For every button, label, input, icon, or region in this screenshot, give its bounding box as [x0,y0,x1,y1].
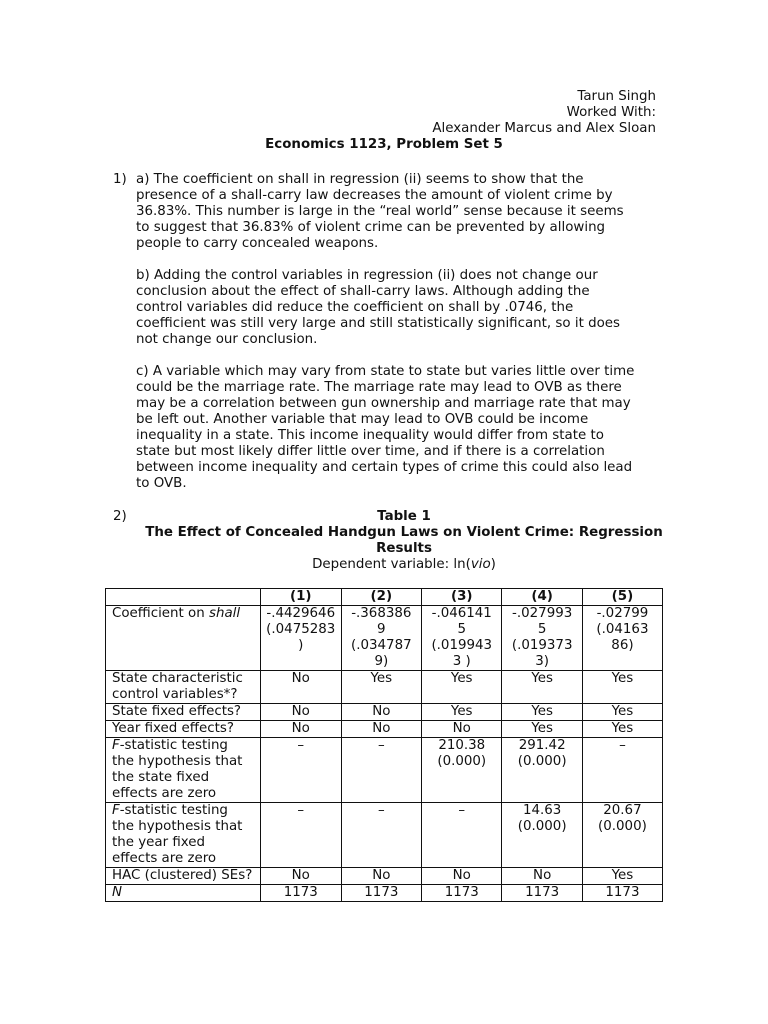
cell-line: Yes [531,671,553,686]
author-block [156,89,656,137]
cell-line: No [291,721,310,736]
regression-results-table [105,588,663,902]
table-cell [341,803,421,868]
column-header: (4) [502,589,582,606]
cell-line: Yes [370,671,393,686]
table-row [106,738,663,803]
table-cell [502,868,582,885]
cell-line: 291.42 [518,738,566,753]
answer-part-b [136,268,666,348]
table-cell [260,671,341,704]
cell-line: Yes [531,704,553,719]
column-header: (2) [341,589,421,606]
cell-line: – [377,738,385,753]
table-header-row [106,589,663,606]
answer-part-a [136,172,666,252]
table-cell [582,738,662,803]
answer-line: to OVB. [136,476,187,491]
table-cell [341,738,421,803]
table-cell [502,671,582,704]
answer-line: be left out. Another variable that may lead to OVB could be income [136,412,589,427]
cell-line: (0.000) [517,819,567,834]
table-cell [422,671,502,704]
document-title: Economics 1123, Problem Set 5 [265,137,503,152]
cell-line: 1173 [444,885,479,900]
answer-part-c [136,364,666,492]
cell-line: Yes [450,671,473,686]
table-label: Table 1 [377,509,431,524]
cell-line: – [297,738,305,753]
cell-line: No [452,721,471,736]
cell-line: No [372,721,391,736]
cell-line: – [619,738,626,753]
table-title-line-2: Results [376,541,432,556]
row-label [106,704,261,721]
row-label-line: the year fixed [112,835,206,850]
table-row [106,606,663,671]
cell-line: Yes [611,671,634,686]
row-label [106,738,261,803]
cell-line: No [452,868,471,883]
cell-line: ) [298,638,304,653]
row-label-line: Year fixed effects? [112,721,234,736]
cell-line: -.368386 [351,606,412,621]
table-row [106,671,663,704]
answer-line: people to carry concealed weapons. [136,236,379,251]
author-name: Tarun Singh [577,89,656,104]
table-cell [260,721,341,738]
answer-line: between income inequality and certain types of crime this could also lead [136,460,633,475]
table-row [106,704,663,721]
table-cell [260,868,341,885]
table-cell [582,704,662,721]
answer-line: b) Adding the control variables in regression (ii) does not change our [136,268,598,283]
dep-var-prefix: Dependent variable: ln( [312,557,471,572]
row-label-line: the hypothesis that [112,819,243,834]
question-1-number: 1) [113,172,127,187]
table-cell [502,606,582,671]
table-cell [341,606,421,671]
table-cell [422,704,502,721]
row-label-text: N [112,885,123,900]
cell-line: -.4429646 [266,606,336,621]
table-header-blank [106,589,261,606]
table-cell [260,803,341,868]
answer-line: control variables did reduce the coefficient on shall by .0746, the [136,300,574,315]
dep-var-name: vio [470,557,491,572]
cell-line: (0.000) [437,754,487,769]
answer-line: c) A variable which may vary from state to state but varies little over time [136,364,635,379]
table-cell [260,606,341,671]
answer-line: inequality in a state. This income inequality would differ from state to [136,428,604,443]
cell-line: 3) [535,654,550,669]
cell-line: No [291,868,310,883]
cell-line: No [533,868,552,883]
answer-line: a) The coefficient on shall in regression (ii) seems to show that the [136,172,584,187]
cell-line: 9 [377,622,386,637]
answer-line: may be a correlation between gun ownership and marriage rate that may [136,396,631,411]
cell-line: Yes [450,704,473,719]
table-cell [582,885,662,902]
cell-line: 1173 [364,885,399,900]
table-cell [422,721,502,738]
column-header: (1) [260,589,341,606]
table-row [106,721,663,738]
row-label-line: Coefficient on shall [112,606,241,621]
row-label-line: State fixed effects? [112,704,242,719]
table-cell [422,606,502,671]
table-cell [502,704,582,721]
cell-line: 1173 [525,885,560,900]
table-cell [582,671,662,704]
cell-line: (.04163 [596,622,649,637]
answer-line: presence of a shall-carry law decreases the amount of violent crime by [136,188,613,203]
collaborators: Alexander Marcus and Alex Sloan [432,121,656,136]
cell-line: 14.63 [522,803,562,818]
answer-line: to suggest that 36.83% of violent crime can be prevented by allowing [136,220,606,235]
table-row [106,868,663,885]
table-cell [341,671,421,704]
table-cell [582,868,662,885]
table-caption [0,509,768,573]
worked-with-label: Worked With: [566,105,656,120]
row-label [106,885,261,902]
table-body [106,606,663,902]
table-cell [341,868,421,885]
cell-line: 3 ) [452,654,471,669]
row-label-line: State characteristic [112,671,243,686]
cell-line: 5 [457,622,466,637]
cell-line: 1173 [605,885,640,900]
row-label-line: effects are zero [112,786,217,801]
column-header: (5) [582,589,662,606]
cell-line: 9) [374,654,389,669]
cell-line: -.046141 [431,606,492,621]
cell-line: (.019373 [511,638,573,653]
row-label-line: the hypothesis that [112,754,243,769]
dep-var-suffix: ) [490,557,496,572]
cell-line: 86) [611,638,634,653]
row-label [106,606,261,671]
table-cell [260,885,341,902]
table-title-line-1: The Effect of Concealed Handgun Laws on Violent Crime: Regression [145,525,663,540]
table-cell [582,803,662,868]
row-label-line: effects are zero [112,851,217,866]
cell-line: (0.000) [598,819,647,834]
cell-line: (0.000) [517,754,567,769]
cell-line: Yes [531,721,553,736]
row-label-line: the state fixed [112,770,210,785]
table-cell [341,704,421,721]
cell-line: Yes [611,704,634,719]
cell-line: No [372,868,391,883]
question-2-number: 2) [113,509,127,524]
table-cell [502,721,582,738]
table-cell [582,721,662,738]
table-cell [502,885,582,902]
row-label [106,721,261,738]
table-row [106,885,663,902]
table-cell [260,704,341,721]
answer-line: could be the marriage rate. The marriage rate may lead to OVB as there [136,380,622,395]
row-label-line: F-statistic testing [112,803,228,818]
table-cell [260,738,341,803]
cell-line: (.034787 [351,638,412,653]
cell-line: 1173 [283,885,318,900]
table-cell [422,803,502,868]
cell-line: No [291,704,310,719]
column-header: (3) [422,589,502,606]
table-cell [582,606,662,671]
cell-line: (.019943 [431,638,493,653]
answer-line: 36.83%. This number is large in the “real world” sense because it seems [136,204,624,219]
cell-line: No [291,671,310,686]
cell-line: -.02799 [596,606,649,621]
cell-line: Yes [611,868,634,883]
cell-line: Yes [611,721,634,736]
cell-line: 210.38 [438,738,486,753]
cell-line: No [372,704,391,719]
cell-line: – [458,803,466,818]
table-row [106,803,663,868]
cell-line: – [297,803,305,818]
table-cell [341,885,421,902]
table-cell [422,868,502,885]
row-label [106,868,261,885]
row-label [106,671,261,704]
row-label-line: HAC (clustered) SEs? [112,868,253,883]
table-cell [422,885,502,902]
row-label-line: control variables*? [112,687,238,702]
cell-line: -.027993 [512,606,573,621]
table-cell [502,803,582,868]
answer-line: conclusion about the effect of shall-carry laws. Although adding the [136,284,590,299]
answer-line: coefficient was still very large and still statistically significant, so it does [136,316,620,331]
answer-line: state but most likely differ little over time, and if there is a correlation [136,444,605,459]
row-label-line: F-statistic testing [112,738,228,753]
cell-line: (.0475283 [266,622,336,637]
cell-line: – [377,803,385,818]
question-1-body [136,172,666,508]
row-label [106,803,261,868]
cell-line: 20.67 [603,803,642,818]
dependent-variable-label [0,557,768,573]
cell-line: 5 [537,622,547,637]
table-cell [422,738,502,803]
table-cell [341,721,421,738]
answer-line: not change our conclusion. [136,332,318,347]
table-cell [502,738,582,803]
